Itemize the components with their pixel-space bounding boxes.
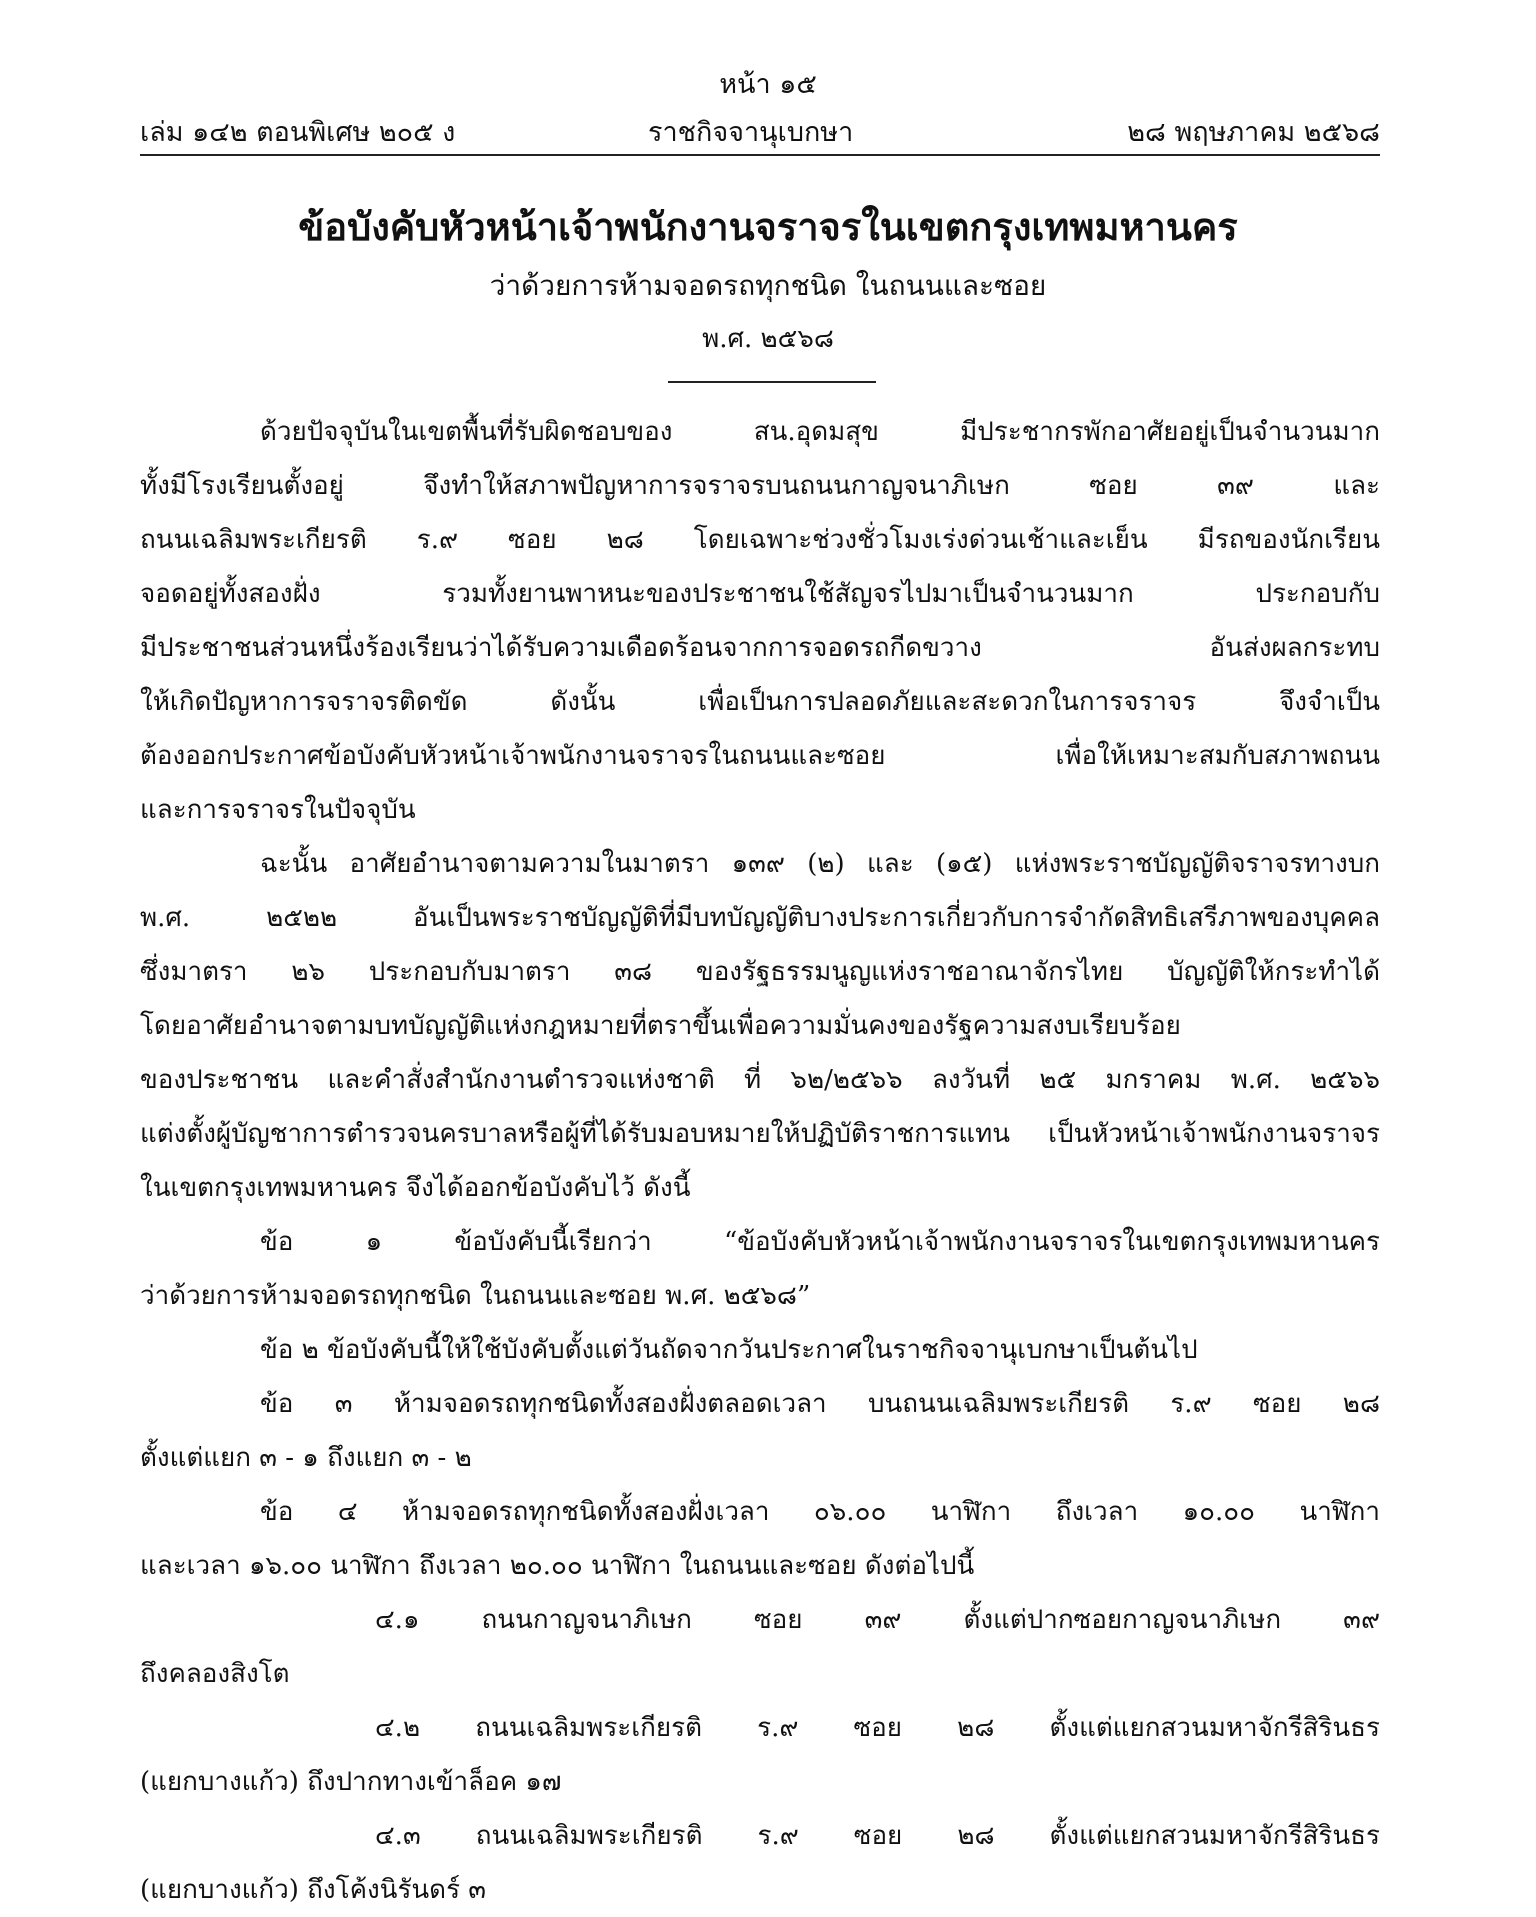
clause-3: ข้อ ๓ ห้ามจอดรถทุกชนิดทั้งสองฝั่งตลอดเวลา บนถนนเฉลิมพระเกียรติ ร.๙ ซอย ๒๘ [260, 1389, 1380, 1419]
body-line: ตั้งแต่แยก ๓ - ๑ ถึงแยก ๓ - ๒ [140, 1443, 472, 1473]
clause-4-1: ๔.๑ ถนนกาญจนาภิเษก ซอย ๓๙ ตั้งแต่ปากซอยกาญจนาภิเษก ๓๙ [375, 1605, 1380, 1635]
body-line: ว่าด้วยการห้ามจอดรถทุกชนิด ในถนนและซอย พ.ศ. ๒๕๖๘” [140, 1281, 811, 1311]
clause-4-2: ๔.๒ ถนนเฉลิมพระเกียรติ ร.๙ ซอย ๒๘ ตั้งแต่แยกสวนมหาจักรีสิรินธร [375, 1713, 1380, 1743]
body-line: ถึงคลองสิงโต [140, 1659, 290, 1689]
page-number: หน้า ๑๕ [719, 69, 817, 100]
header-rule [140, 154, 1380, 156]
body-line: ซึ่งมาตรา ๒๖ ประกอบกับมาตรา ๓๘ ของรัฐธรรมนูญแห่งราชอาณาจักรไทย บัญญัติให้กระทำได้ [140, 957, 1380, 987]
document-body [140, 405, 1380, 1917]
body-line: ถนนเฉลิมพระเกียรติ ร.๙ ซอย ๒๘ โดยเฉพาะช่วงชั่วโมงเร่งด่วนเช้าและเย็น มีรถของนักเรียน [140, 525, 1380, 555]
gazette-name: ราชกิจจานุเบกษา [648, 117, 854, 148]
body-line: ด้วยปัจจุบันในเขตพื้นที่รับผิดชอบของ สน.อุดมสุข มีประชากรพักอาศัยอยู่เป็นจำนวนมาก [260, 417, 1380, 447]
gazette-header [140, 110, 1380, 150]
clause-1: ข้อ ๑ ข้อบังคับนี้เรียกว่า “ข้อบังคับหัวหน้าเจ้าพนักงานจราจรในเขตกรุงเทพมหานคร [260, 1227, 1380, 1257]
body-line: และการจราจรในปัจจุบัน [140, 795, 416, 825]
body-line: ต้องออกประกาศข้อบังคับหัวหน้าเจ้าพนักงานจราจรในถนนและซอย เพื่อให้เหมาะสมกับสภาพถนน [140, 741, 1380, 771]
body-line: แต่งตั้งผู้บัญชาการตำรวจนครบาลหรือผู้ที่ได้รับมอบหมายให้ปฏิบัติราชการแทน เป็นหัวหน้าเจ้าพนักงานจราจร [140, 1119, 1380, 1149]
publication-date: ๒๘ พฤษภาคม ๒๕๖๘ [1127, 117, 1380, 148]
body-line: (แยกบางแก้ว) ถึงปากทางเข้าล็อค ๑๗ [140, 1767, 562, 1797]
body-line: จอดอยู่ทั้งสองฝั่ง รวมทั้งยานพาหนะของประชาชนใช้สัญจรไปมาเป็นจำนวนมาก ประกอบกับ [140, 579, 1380, 609]
body-line: ของประชาชน และคำสั่งสำนักงานตำรวจแห่งชาติ ที่ ๖๒/๒๕๖๖ ลงวันที่ ๒๕ มกราคม พ.ศ. ๒๕๖๖ [140, 1065, 1380, 1095]
clause-4: ข้อ ๔ ห้ามจอดรถทุกชนิดทั้งสองฝั่งเวลา ๐๖.๐๐ นาฬิกา ถึงเวลา ๑๐.๐๐ นาฬิกา [260, 1497, 1380, 1527]
body-line: ให้เกิดปัญหาการจราจรติดขัด ดังนั้น เพื่อเป็นการปลอดภัยและสะดวกในการจราจร จึงจำเป็น [140, 687, 1380, 717]
body-line: มีประชาชนส่วนหนึ่งร้องเรียนว่าได้รับความเดือดร้อนจากการจอดรถกีดขวาง อันส่งผลกระทบ [140, 633, 1380, 663]
body-line: โดยอาศัยอำนาจตามบทบัญญัติแห่งกฎหมายที่ตราขึ้นเพื่อความมั่นคงของรัฐความสงบเรียบร้อย [140, 1011, 1181, 1041]
document-title: ข้อบังคับหัวหน้าเจ้าพนักงานจราจรในเขตกรุงเทพมหานคร [298, 204, 1238, 249]
document-subtitle: ว่าด้วยการห้ามจอดรถทุกชนิด ในถนนและซอย [489, 269, 1047, 302]
title-divider [668, 381, 876, 383]
volume-issue: เล่ม ๑๔๒ ตอนพิเศษ ๒๐๕ ง [140, 117, 456, 148]
body-line: (แยกบางแก้ว) ถึงโค้งนิรันดร์ ๓ [140, 1875, 487, 1905]
document-year: พ.ศ. ๒๕๖๘ [702, 324, 834, 354]
body-line: พ.ศ. ๒๕๒๒ อันเป็นพระราชบัญญัติที่มีบทบัญญัติบางประการเกี่ยวกับการจำกัดสิทธิเสรีภาพของบุคคล [140, 903, 1380, 933]
clause-2: ข้อ ๒ ข้อบังคับนี้ให้ใช้บังคับตั้งแต่วันถัดจากวันประกาศในราชกิจจานุเบกษาเป็นต้นไป [260, 1335, 1198, 1365]
clause-4-3: ๔.๓ ถนนเฉลิมพระเกียรติ ร.๙ ซอย ๒๘ ตั้งแต่แยกสวนมหาจักรีสิรินธร [375, 1821, 1380, 1851]
body-line: ทั้งมีโรงเรียนตั้งอยู่ จึงทำให้สภาพปัญหาการจราจรบนถนนกาญจนาภิเษก ซอย ๓๙ และ [140, 471, 1380, 501]
body-line: ฉะนั้น อาศัยอำนาจตามความในมาตรา ๑๓๙ (๒) และ (๑๕) แห่งพระราชบัญญัติจราจรทางบก [260, 849, 1380, 879]
body-line: ในเขตกรุงเทพมหานคร จึงได้ออกข้อบังคับไว้ ดังนี้ [140, 1173, 691, 1203]
body-line: และเวลา ๑๖.๐๐ นาฬิกา ถึงเวลา ๒๐.๐๐ นาฬิกา ในถนนและซอย ดังต่อไปนี้ [140, 1551, 975, 1581]
